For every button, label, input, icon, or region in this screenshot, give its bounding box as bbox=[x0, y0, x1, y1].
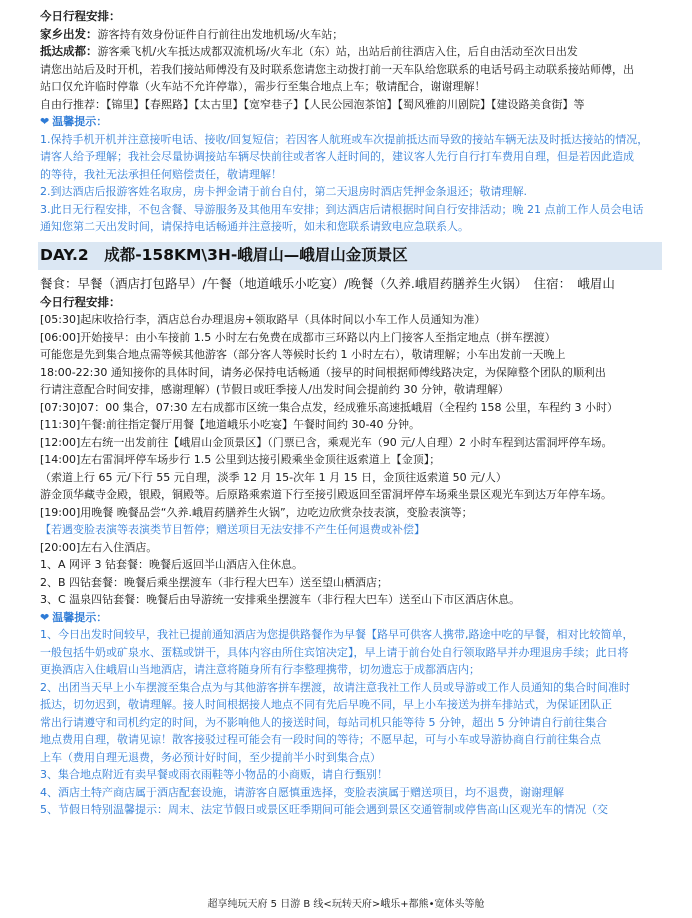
day2-schedule-line: 可能您是先到集合地点需等候其他游客（部分客人等候时长约 1 小时左右），敬请理解；小车出发前一天晚上 bbox=[40, 348, 566, 361]
day2-schedule-line: [11:30]午餐:前往指定餐厅用餐【地道峨乐小吃宴】午餐时间约 30-40 分钟。 bbox=[40, 418, 420, 431]
day1-tip-line: 的等待，我社无法承担任何赔偿责任，敬请理解！ bbox=[40, 167, 282, 181]
day2-tip-line: 地点费用自理，敬请见谅！散客接驳过程可能会有一段时间的等待；不愿早起，可与小车或导游协商自行前往集合点 bbox=[40, 733, 601, 746]
day1-departure-line bbox=[40, 26, 662, 44]
arrival-text: 游客乘飞机/火车抵达成都双流机场/火车北（东）站，出站后前往酒店入住，后自由活动至次日出发 bbox=[97, 45, 578, 58]
day2-schedule-line: [05:30]起床收拾行李，酒店总台办理退房+领取路早（具体时间以小车工作人员通知为准） bbox=[40, 313, 486, 326]
day2-schedule-line: （索道上行 65 元/下行 55 元自理，淡季 12 月 15-次年 1 月 15 日，金顶往返索道 50 元/人） bbox=[40, 470, 507, 484]
day2-hotel-line: 1、A 网评 3 钻套餐：晚餐后返回半山酒店入住休息。 bbox=[40, 558, 304, 571]
day1-tip-line: 通知您第二天出发时间，请保持电话畅通并注意接听，如未和您联系请致电应急联系人。 bbox=[40, 220, 469, 233]
day2-schedule-line: 行请注意配合时间安排，感谢理解）(节假日或旺季接人/出发时间会提前约 30 分钟，敬请理解） bbox=[40, 383, 509, 396]
day1-heading: 今日行程安排： bbox=[40, 9, 121, 23]
day2-tip-line: 1、今日出发时间较早，我社已提前通知酒店为您提供路餐作为早餐【路早可供客人携带,路途中吃的早餐，相对比较简单， bbox=[40, 628, 634, 641]
day2-tip-line: 3、集合地点附近有卖早餐或雨衣雨鞋等小物品的小商贩，请自行甄别！ bbox=[40, 768, 388, 781]
day2-tip-line: 常出行请遵守和司机约定的时间，为不影响他人的接送时间，每站司机只能等待 5 分钟，超出 5 分钟请自行前往集合 bbox=[40, 715, 607, 729]
departure-label: 家乡出发： bbox=[40, 26, 98, 41]
day2-schedule-line: 18:00-22:30 通知接你的具体时间，请务必保持电话畅通（接早的时间根据师傅线路决定，为保障整个团队的顺利出 bbox=[40, 365, 606, 379]
day1-free-travel: 自由行推荐：【锦里】【春熙路】【太古里】【宽窄巷子】【人民公园泡茶馆】【蜀风雅韵川剧院】【建设路美食街】等 bbox=[40, 97, 585, 111]
day2-tip-line: 抵达，切勿迟到，敬请理解。接人时间根据接人地点不同有先后早晚不同，早上小车接送为拼车排站式，为保证团队正 bbox=[40, 698, 612, 711]
day2-title-banner: DAY.2 成都-158KM\3H-峨眉山—峨眉山金顶景区 bbox=[38, 242, 662, 270]
day1-tip-line: 2.到达酒店后报游客姓名取房，房卡押金请于前台自付，第二天退房时酒店凭押金条退还；敬请理解. bbox=[40, 185, 527, 198]
itinerary-page bbox=[40, 8, 662, 819]
day1-tip-line: 请客人给予理解；我社会尽量协调接站车辆尽快前往或者客人赶时间的，建议客人先行自行打车费用自理，但是若因此造成 bbox=[40, 150, 634, 163]
day2-heading: 今日行程安排： bbox=[40, 294, 121, 309]
day2-schedule-line: [07:30]07：00 集合，07:30 左右成都市区统一集合点发，经成雅乐高速抵峨眉（全程约 158 公里，车程约 3 小时） bbox=[40, 400, 618, 414]
day2-meals-lodging: 餐食：早餐（酒店打包路早）/午餐（地道峨乐小吃宴）/晚餐（久养.峨眉药膳养生火锅） 住宿： 峨眉山 bbox=[40, 275, 615, 291]
day1-tip-line: 3.此日无行程安排，不包含餐、导游服务及其他用车安排；到达酒店后请根据时间自行安排活动；晚 21 点前工作人员会电话 bbox=[40, 202, 644, 216]
day1-pickup-note-2: 站口仅允许临时停靠（火车站不允许停靠），需步行至集合地点上车；敬请配合，谢谢理解！ bbox=[40, 80, 486, 93]
departure-text: 游客持有效身份证件自行前往出发地机场/火车站； bbox=[97, 27, 344, 41]
day2-hotel-line: 3、C 温泉四钻套餐：晚餐后由导游统一安排乘坐摆渡车（非行程大巴车）送至山下市区酒店休息。 bbox=[40, 593, 521, 606]
day1-tip-heading: ❤ 温馨提示： bbox=[40, 115, 108, 128]
day2-tip-line: 更换酒店入住峨眉山当地酒店，请注意将随身所有行李整理携带，切勿遗忘于成都酒店内； bbox=[40, 663, 480, 676]
day1-tip-line: 1.保持手机开机并注意接听电话、接收/回复短信；若因客人航班或车次提前抵达而导致的接站车辆无法及时抵达接站的情况， bbox=[40, 132, 649, 146]
heart-icon: ❤ bbox=[40, 115, 50, 128]
day2-tip-line: 2、出团当天早上小车摆渡至集合点为与其他游客拼车摆渡，故请注意我社工作人员或导游或工作人员通知的集合时间准时 bbox=[40, 680, 630, 694]
day2-schedule-line: [14:00]左右雷洞坪停车场步行 1.5 公里到达接引殿乘坐金顶往返索道上【金顶】； bbox=[40, 453, 441, 466]
day2-schedule-line: [19:00]用晚餐 晚餐品尝“久养.峨眉药膳养生火锅”，边吃边欣赏杂技表演，变脸表演等； bbox=[40, 505, 473, 519]
day2-schedule-line: 游金顶华藏寺金殿，银殿，铜殿等。后原路乘索道下行至接引殿返回至雷洞坪停车场乘坐景区观光车到达万年停车场。 bbox=[40, 488, 612, 501]
day1-arrival-line bbox=[40, 43, 662, 61]
page-footer: 超享纯玩天府 5 日游 B 线<玩转天府>峨乐+都熊•宽体头等舱 bbox=[207, 899, 485, 910]
day1-pickup-note-1: 请您出站后及时开机，若我们接站师傅没有及时联系您请您主动拨打前一天车队给您联系的电话号码主动联系接站师傅，出 bbox=[40, 62, 634, 76]
day2-tip-line: 4、酒店土特产商店属于酒店配套设施，请游客自愿慎重选择，变脸表演属于赠送项目，均不退费，谢谢理解 bbox=[40, 785, 564, 799]
arrival-label: 抵达成都： bbox=[40, 44, 98, 58]
day2-hotel-line: 2、B 四钻套餐：晚餐后乘坐摆渡车（非行程大巴车）送至望山栖酒店； bbox=[40, 575, 389, 589]
day2-tip-heading: ❤ 温馨提示： bbox=[40, 610, 108, 624]
day2-hotel-line: [20:00]左右入住酒店。 bbox=[40, 540, 158, 554]
heart-icon: ❤ bbox=[40, 610, 50, 624]
day2-show-note: 【若遇变脸表演等表演类节目暂停；赠送项目无法安排不产生任何退费或补偿】 bbox=[40, 523, 425, 536]
day2-tip-line: 一般包括牛奶或矿泉水、蛋糕或饼干，具体内容由所住宾馆决定】，早上请于前台处自行领取路早并办理退房手续；此日将 bbox=[40, 645, 629, 659]
day2-tip-line: 上车（费用自理无退费，务必预计好时间，至少提前半小时到集合点） bbox=[40, 750, 381, 764]
day2-schedule-line: [12:00]左右统一出发前往【峨眉山金顶景区】（门票已含，乘观光车（90 元/人自理）2 小时车程到达雷洞坪停车场。 bbox=[40, 435, 613, 449]
day2-schedule-line: [06:00]开始接早：由小车接前 1.5 小时左右免费在成都市三环路以内上门接客人至指定地点（拼车摆渡） bbox=[40, 330, 556, 344]
day2-tip-line: 5、节假日特别温馨提示：周末、法定节假日或景区旺季期间可能会遇到景区交通管制或停售高山区观光车的情况（交 bbox=[40, 803, 608, 816]
